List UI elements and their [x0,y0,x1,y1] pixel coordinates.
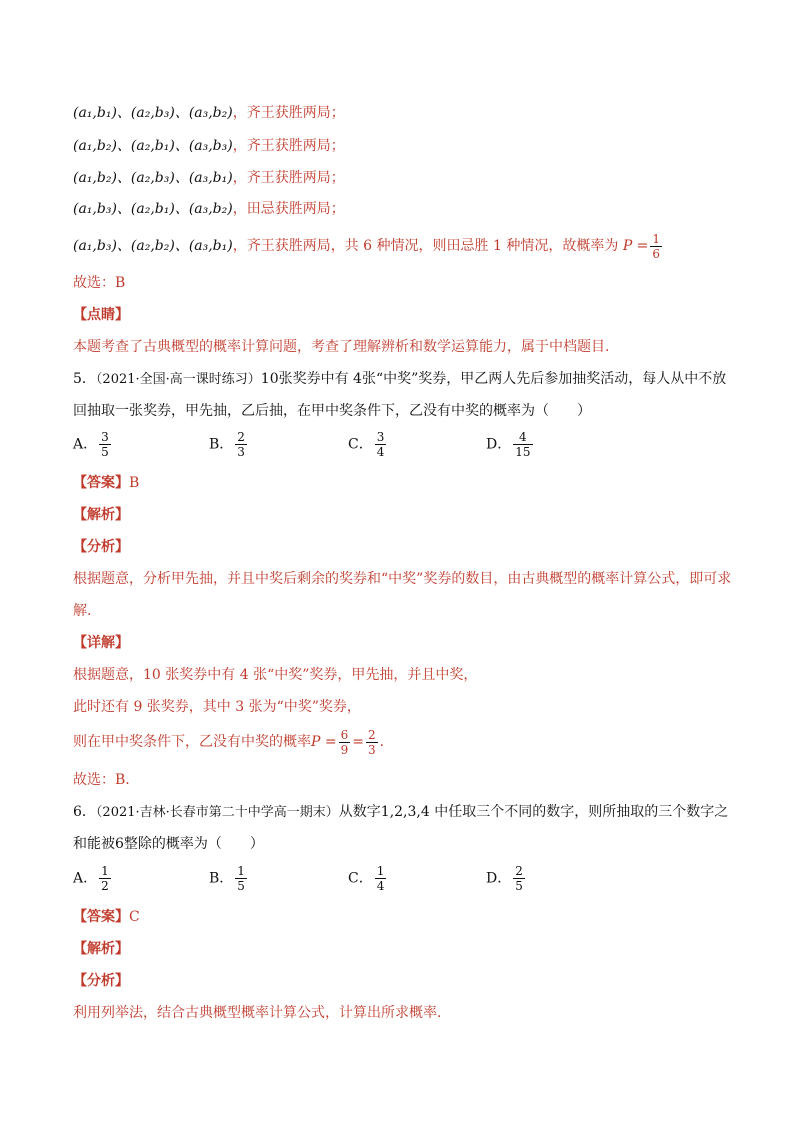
case-text: ，齐王获胜两局； [232,170,345,186]
q5-stem-line2: 回抽取一张奖券，甲先抽，乙后抽，在甲中奖条件下，乙没有中奖的概率为（ ） [73,403,591,419]
case-text: ，齐王获胜两局； [232,138,345,154]
option-fraction [375,864,387,893]
case-row-1 [73,103,345,123]
pairs: (a₁,b₁)、(a₂,b₃)、(a₃,b₂) [73,105,233,121]
q5-detail-line1: 根据题意，10 张奖券中有 4 张“中奖”奖券，甲先抽，并且中奖， [73,667,478,683]
q5-option-a [73,430,113,459]
denominator: 2 [101,879,109,893]
denominator: 4 [376,879,385,893]
q6-fenxi-line1: 利用列举法，结合古典概型概率计算公式，计算出所求概率. [73,1005,442,1021]
denominator: 9 [340,742,349,757]
q5-source: （2021·全国·高一课时练习） [95,372,261,387]
denominator: 3 [237,445,245,459]
q5-option-b [209,430,249,459]
denominator: 5 [237,879,245,893]
case-row-3 [73,168,345,188]
q6-option-c [348,864,388,893]
equals-sign: = [352,734,364,750]
numerator: 1 [652,231,661,246]
q4-choose: 故选：B [73,275,126,291]
answer-value: C [129,909,140,925]
option-fraction [375,430,387,459]
numerator: 2 [515,864,523,878]
q5-option-d [486,430,535,459]
q5-detail-line2: 此时还有 9 张奖券，其中 3 张为“中奖”奖券， [73,699,361,715]
q6-stem-line1 [73,802,728,823]
option-fraction [235,430,247,459]
option-label: B． [209,436,234,453]
answer-value: B [129,475,140,491]
numerator: 4 [513,430,532,445]
q5-jiexi-label: 【解析】 [73,507,129,523]
case-text: ，齐王获胜两局，共 6 种情况，则田忌胜 1 种情况，故概率为 [232,238,619,254]
q5-fenxi-line2: 解. [73,603,92,619]
prob-symbol: P = [622,238,649,254]
q6-option-a [73,864,113,893]
q5-stem-line1 [73,369,726,390]
dianjing-label: 【点睛】 [73,307,129,323]
q6-jiexi-label: 【解析】 [73,941,129,957]
option-label: A． [73,436,98,453]
option-label: D． [486,436,512,453]
case-row-4 [73,199,345,219]
q5-fenxi-label: 【分析】 [73,539,129,555]
q6-stem-text: 从数字1,2,3,4 中任取三个不同的数字，则所抽取的三个数字之 [338,804,729,820]
q5-answer [73,473,139,493]
q5-option-c [348,430,388,459]
q5-choose: 故选：B. [73,772,130,788]
detail-text: 则在甲中奖条件下，乙没有中奖的概率 [73,734,311,750]
numerator: 3 [376,430,385,444]
q6-fenxi-label: 【分析】 [73,973,129,989]
option-fraction [235,864,247,893]
pairs: (a₁,b₃)、(a₂,b₁)、(a₃,b₂) [73,201,233,217]
q6-number: 6． [73,804,96,820]
denominator: 15 [515,445,531,459]
numerator: 2 [367,727,376,742]
q5-xiangjie-label: 【详解】 [73,635,129,651]
q6-answer [73,907,140,927]
numerator: 1 [101,864,109,878]
answer-label: 【答案】 [73,909,129,925]
q5-detail-line3 [73,724,384,760]
pairs: (a₁,b₂)、(a₂,b₁)、(a₃,b₃) [73,138,233,154]
denominator: 3 [367,742,376,757]
case-row-5 [73,228,664,264]
pairs: (a₁,b₂)、(a₂,b₃)、(a₃,b₁) [73,170,233,186]
prob-fraction-2 [366,728,378,757]
pairs: (a₁,b₃)、(a₂,b₂)、(a₃,b₁) [73,238,233,254]
q5-number: 5． [73,371,96,387]
denominator: 5 [101,445,109,459]
q6-stem-line2: 和能被6整除的概率为（ ） [73,836,264,852]
case-row-2 [73,136,345,156]
q6-option-d [486,864,527,893]
q6-option-b [209,864,249,893]
prob-symbol: P = [311,734,337,750]
case-text: ，齐王获胜两局； [232,105,345,121]
option-fraction [99,430,111,459]
option-label: C． [348,870,373,887]
numerator: 2 [237,430,245,444]
prob-fraction-1 [339,728,351,757]
period: . [379,734,385,750]
option-label: B． [209,870,234,887]
denominator: 5 [515,879,523,893]
q5-stem-text: 10张奖券中有 4张“中奖”奖券，甲乙两人先后参加抽奖活动，每人从中不放 [260,371,727,387]
answer-label: 【答案】 [73,475,129,491]
dianjing-text: 本题考查了古典概型的概率计算问题，考查了理解辨析和数学运算能力，属于中档题目. [73,339,610,355]
case-text: ，田忌获胜两局； [232,201,345,217]
option-fraction [99,864,111,893]
option-label: A． [73,870,98,887]
numerator: 1 [237,864,245,878]
numerator: 6 [340,727,349,742]
denominator: 6 [652,246,661,261]
denominator: 4 [376,445,385,459]
prob-fraction [650,232,662,261]
option-label: D． [486,870,512,887]
option-fraction [513,430,532,459]
option-label: C． [348,436,373,453]
numerator: 1 [376,864,385,878]
option-fraction [513,864,525,893]
q6-source: （2021·吉林·长春市第二十中学高一期末） [95,805,339,820]
numerator: 3 [101,430,109,444]
q5-fenxi-line1: 根据题意，分析甲先抽，并且中奖后剩余的奖券和“中奖”奖券的数目，由古典概型的概率计算公式，即可求 [73,571,732,587]
